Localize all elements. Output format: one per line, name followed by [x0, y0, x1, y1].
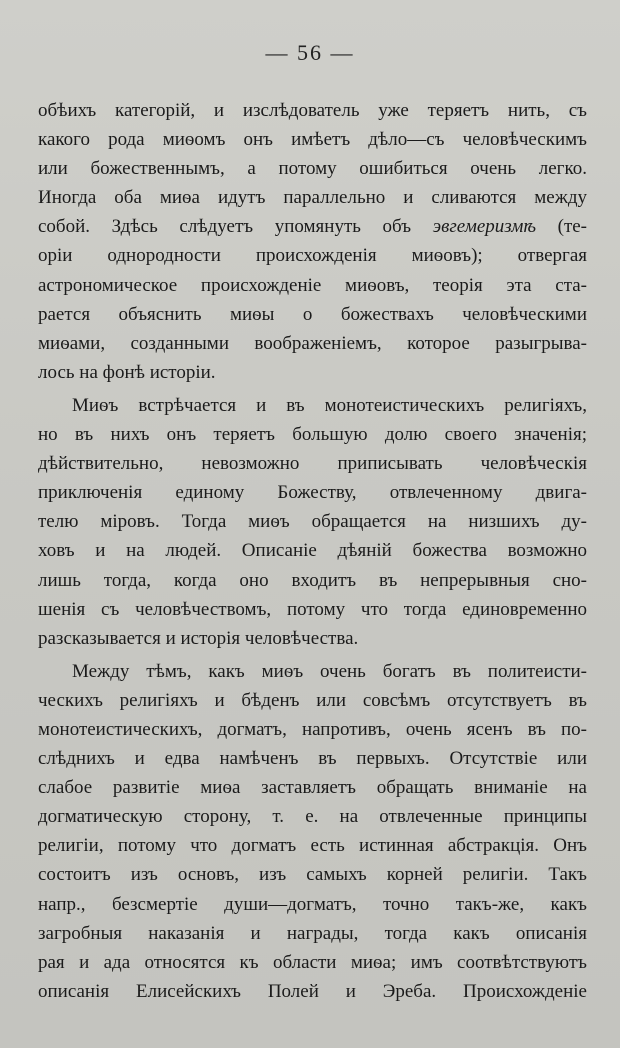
- text-line: Миѳъ встрѣчается и въ монотеистическихъ религіяхъ,: [72, 394, 587, 416]
- text-line: религіи, потому что догматъ есть истинная абстракція. Онъ: [38, 835, 587, 857]
- text-line: монотеистическихъ, догматъ, напротивъ, очень ясенъ въ по-: [38, 718, 587, 740]
- text-line: оріи однородности происхожденія миѳовъ); отвергая: [38, 245, 587, 267]
- text-line: какого рода миѳомъ онъ имѣетъ дѣло—съ человѣческимъ: [38, 129, 587, 151]
- text-line: [38, 212, 587, 241]
- text-line: ческихъ религіяхъ и бѣденъ или совсѣмъ отсутствуетъ въ: [38, 689, 587, 711]
- text-line: дѣйствительно, невозможно приписывать человѣческія: [38, 453, 587, 475]
- text-line: приключенія единому Божеству, отвлеченному двига-: [38, 482, 587, 504]
- text-line: слѣднихъ и едва намѣченъ въ первыхъ. Отсутствіе или: [38, 748, 587, 770]
- text-line: слабое развитіе миѳа заставляетъ обращать вниманіе на: [38, 777, 587, 799]
- text-line: рая и ада относятся къ области миѳа; имъ соотвѣтствуютъ: [38, 951, 587, 973]
- page-number: — 56 —: [265, 40, 355, 65]
- text-span: (те-: [536, 216, 587, 238]
- text-line: телю міровъ. Тогда миѳъ обращается на низшихъ ду-: [38, 511, 587, 533]
- text-line: шенія съ человѣчествомъ, потому что тогда единовременно: [38, 598, 587, 620]
- text-line: но въ нихъ онъ теряетъ большую долю своего значенія;: [38, 424, 587, 446]
- text-line: состоитъ изъ основъ, изъ самыхъ корней религіи. Такъ: [38, 864, 587, 886]
- text-line: Между тѣмъ, какъ миѳъ очень богатъ въ политеисти-: [72, 660, 587, 682]
- paragraph-3: [38, 657, 587, 1006]
- paragraph-1: [38, 96, 587, 387]
- text-line: загробныя наказанія и награды, тогда какъ описанія: [38, 922, 587, 944]
- text-line: обѣихъ категорій, и изслѣдователь уже теряетъ нить, съ: [38, 100, 587, 121]
- text-line: астрономическое происхожденіе миѳовъ, теорія эта ста-: [38, 274, 587, 296]
- text-line: напр., безсмертіе души—догматъ, точно такъ-же, какъ: [38, 893, 587, 915]
- text-line: Иногда оба миѳа идутъ параллельно и сливаются между: [38, 187, 587, 209]
- italic-term: эвгемеризмѣ: [432, 216, 536, 238]
- paragraph-2: [38, 391, 587, 653]
- text-line: ховъ и на людей. Описаніе дѣяній божества возможно: [38, 540, 587, 562]
- text-line: догматическую сторону, т. е. на отвлеченные принципы: [38, 806, 587, 828]
- text-line: разсказывается и исторія человѣчества.: [38, 627, 359, 649]
- text-span: собой. Здѣсь слѣдуетъ упомянуть объ: [38, 216, 412, 238]
- text-line: лишь тогда, когда оно входитъ въ непрерывныя сно-: [38, 569, 587, 591]
- text-line: миѳами, созданными воображеніемъ, которое разыгрыва-: [38, 332, 587, 354]
- text-line: описанія Елисейскихъ Полей и Эреба. Происхожденіе: [38, 980, 587, 1002]
- text-line: лось на фонѣ исторіи.: [38, 361, 216, 383]
- body-text: [38, 96, 587, 1006]
- text-line: или божественнымъ, а потому ошибиться очень легко.: [38, 158, 587, 180]
- text-line: рается объяснить миѳы о божествахъ человѣческими: [38, 303, 587, 325]
